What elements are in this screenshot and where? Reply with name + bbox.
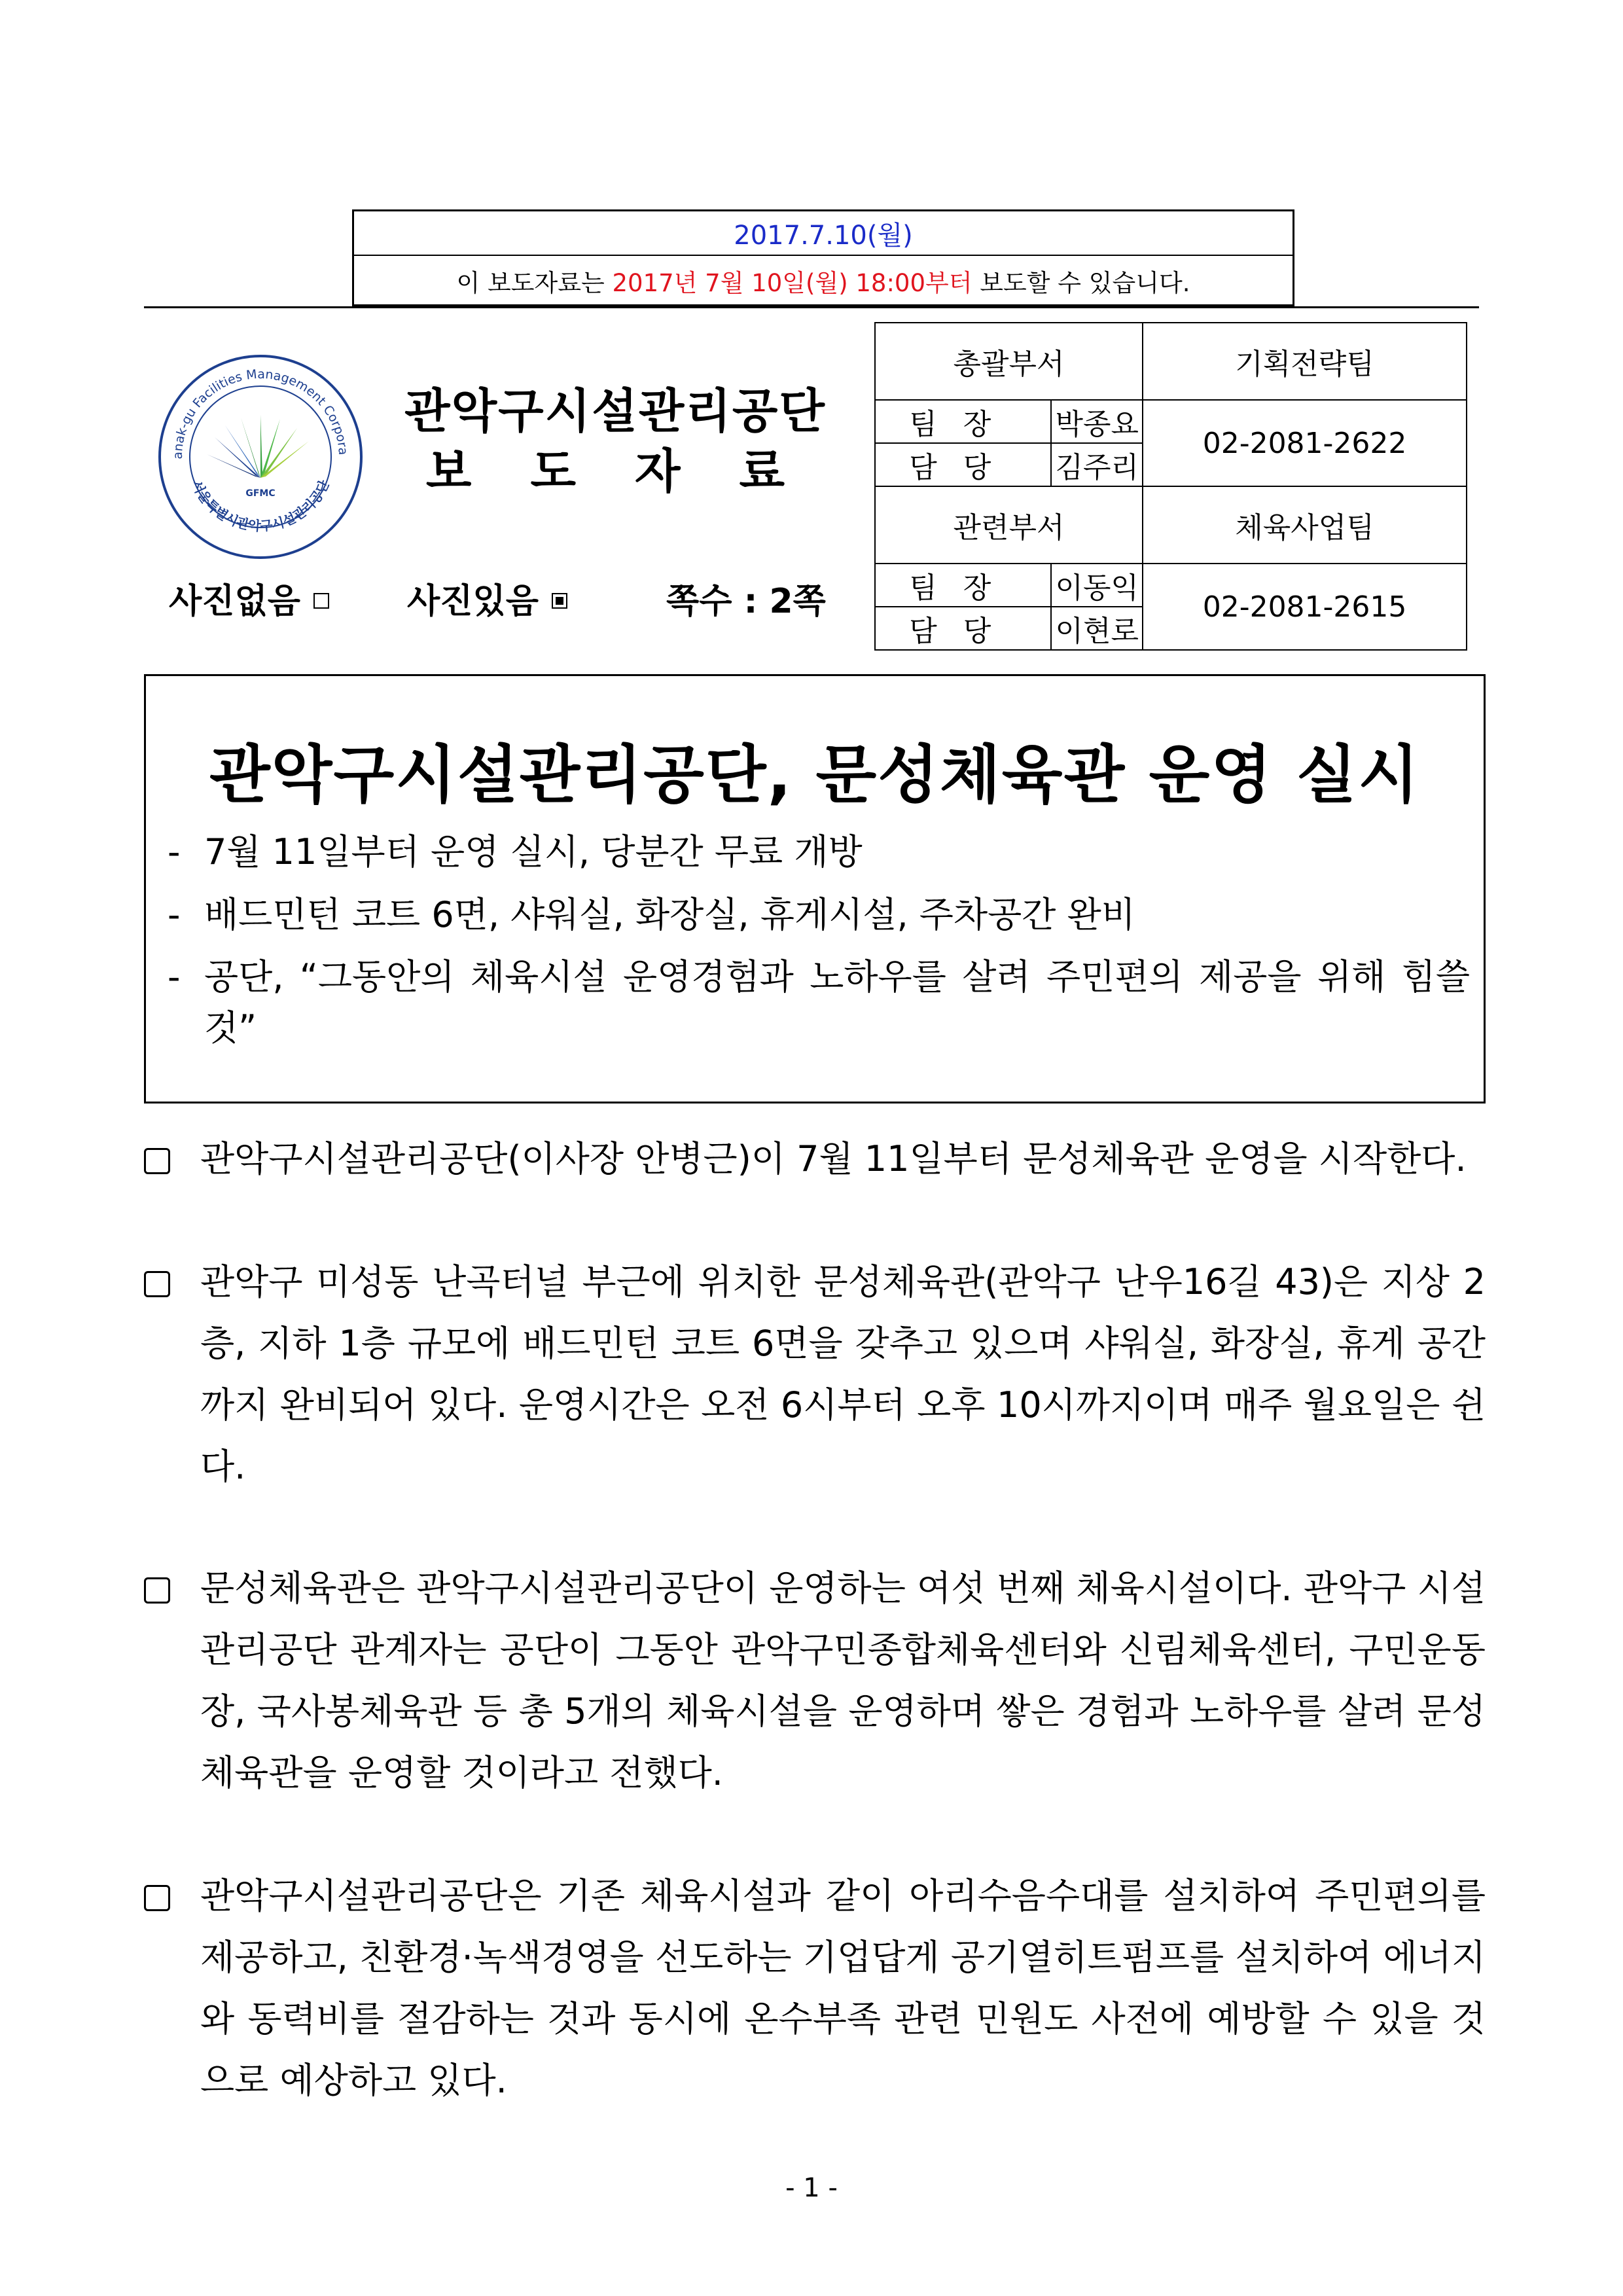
org-name: 관악구시설관리공단 <box>404 384 826 439</box>
press-release-label: 보도자료 <box>425 444 844 499</box>
photo-yes-checkbox <box>552 593 567 609</box>
photo-none-option <box>169 573 329 622</box>
body-paragraph <box>144 1251 1486 1498</box>
related-dept-label: 관련부서 <box>875 486 1143 564</box>
main-phone: 02-2081-2622 <box>1143 400 1467 486</box>
embargo-notice-time: 2017년 7월 10일(월) 18:00부터 <box>612 269 972 297</box>
related-phone: 02-2081-2615 <box>1143 564 1467 650</box>
embargo-notice-suffix: 보도할 수 있습니다. <box>972 269 1190 297</box>
body-paragraph-text: 관악구시설관리공단(이사장 안병근)이 7월 11일부터 문성체육관 운영을 시작한다. <box>200 1138 1467 1179</box>
photo-yes-option <box>407 573 567 622</box>
photo-yes-label: 사진있음 <box>407 582 539 621</box>
logo-text-top: anak-gu Facilities Management Corpora <box>170 367 351 459</box>
contact-table <box>874 322 1467 651</box>
bullet-box <box>144 1577 170 1604</box>
embargo-notice <box>354 256 1293 306</box>
logo-abbr: GFMC <box>245 488 276 499</box>
headline-sub-text: 7월 11일부터 운영 실시, 당분간 무료 개방 <box>204 831 863 872</box>
page-count: 쪽수 : 2쪽 <box>666 582 826 621</box>
headline-sub-text: 배드민턴 코트 6면, 샤워실, 화장실, 휴게시설, 주차공간 완비 <box>204 894 1135 935</box>
body-paragraph-text: 문성체육관은 관악구시설관리공단이 운영하는 여섯 번째 체육시설이다. 관악구 시설관리공단 관계자는 공단이 그동안 관악구민종합체육센터와 신림체육센터, 구민운동장, 국사봉체육관 등 총 5개의 체육시설을 운영하며 쌓은 경험과 노하우를 살려 문성체육관을 운영할 것이라고 전했다. <box>200 1568 1486 1793</box>
body-paragraph <box>144 1128 1486 1190</box>
page-number: - 1 - <box>785 2173 838 2203</box>
headline-sub-text: 공단, “그동안의 체육시설 운영경험과 노하우를 살려 주민편의 제공을 위해 힘쓸 것” <box>204 956 1470 1049</box>
contact-role: 팀장 <box>875 564 1051 607</box>
headline-sub: - 배드민턴 코트 6면, 샤워실, 화장실, 휴게시설, 주차공간 완비 <box>168 884 1470 946</box>
contact-role: 팀장 <box>875 400 1051 443</box>
body-paragraph <box>144 1558 1486 1804</box>
svg-text:Gwanak-gu Facilities Managemen <box>156 352 350 459</box>
main-dept-label: 총괄부서 <box>875 323 1143 400</box>
headline-sub: - 7월 11일부터 운영 실시, 당분간 무료 개방 <box>168 821 1470 884</box>
contact-name: 김주리 <box>1051 443 1143 486</box>
headline-title: 관악구시설관리공단, 문성체육관 운영 실시 <box>209 738 1420 812</box>
embargo-box <box>352 209 1294 306</box>
headline-sub: - 공단, “그동안의 체육시설 운영경험과 노하우를 살려 주민편의 제공을 위해 힘쓸 것” <box>168 946 1470 1054</box>
body-paragraph <box>144 1865 1486 2111</box>
contact-name: 이동익 <box>1051 564 1143 607</box>
contact-name: 이현로 <box>1051 607 1143 650</box>
main-dept-name: 기획전략팀 <box>1143 323 1467 400</box>
body-paragraph-text: 관악구 미성동 난곡터널 부근에 위치한 문성체육관(관악구 난우16길 43)은 지상 2층, 지하 1층 규모에 배드민턴 코트 6면을 갖추고 있으며 샤워실, 화장실, 휴게 공간까지 완비되어 있다. 운영시간은 오전 6시부터 오후 10시까지이며 매주 월요일은 쉰다. <box>200 1261 1486 1487</box>
bullet-box <box>144 1148 170 1174</box>
contact-name: 박종요 <box>1051 400 1143 443</box>
body-paragraph-text: 관악구시설관리공단은 기존 체육시설과 같이 아리수음수대를 설치하여 주민편의를 제공하고, 친환경·녹색경영을 선도하는 기업답게 공기열히트펌프를 설치하여 에너지와 동력비를 절감하는 것과 동시에 온수부족 관련 민원도 사전에 예방할 수 있을 것으로 예상하고 있다. <box>200 1875 1486 2101</box>
headline-subs <box>168 821 1470 1054</box>
photo-none-checkbox <box>313 593 329 609</box>
embargo-notice-prefix: 이 보도자료는 <box>456 269 613 297</box>
bullet-box <box>144 1885 170 1911</box>
related-dept-name: 체육사업팀 <box>1143 486 1467 564</box>
contact-role: 담당 <box>875 443 1051 486</box>
release-date: 2017.7.10(월) <box>354 211 1293 256</box>
contact-role: 담당 <box>875 607 1051 650</box>
photo-none-label: 사진없음 <box>169 582 300 621</box>
svg-text:서울특별시관악구시설관리공단 <box>188 477 332 534</box>
gfmc-logo <box>156 352 365 562</box>
header-rule <box>144 306 1479 308</box>
logo-text-bottom: 서울특별시관악구시설관리공단 <box>188 477 332 534</box>
bullet-box <box>144 1271 170 1297</box>
